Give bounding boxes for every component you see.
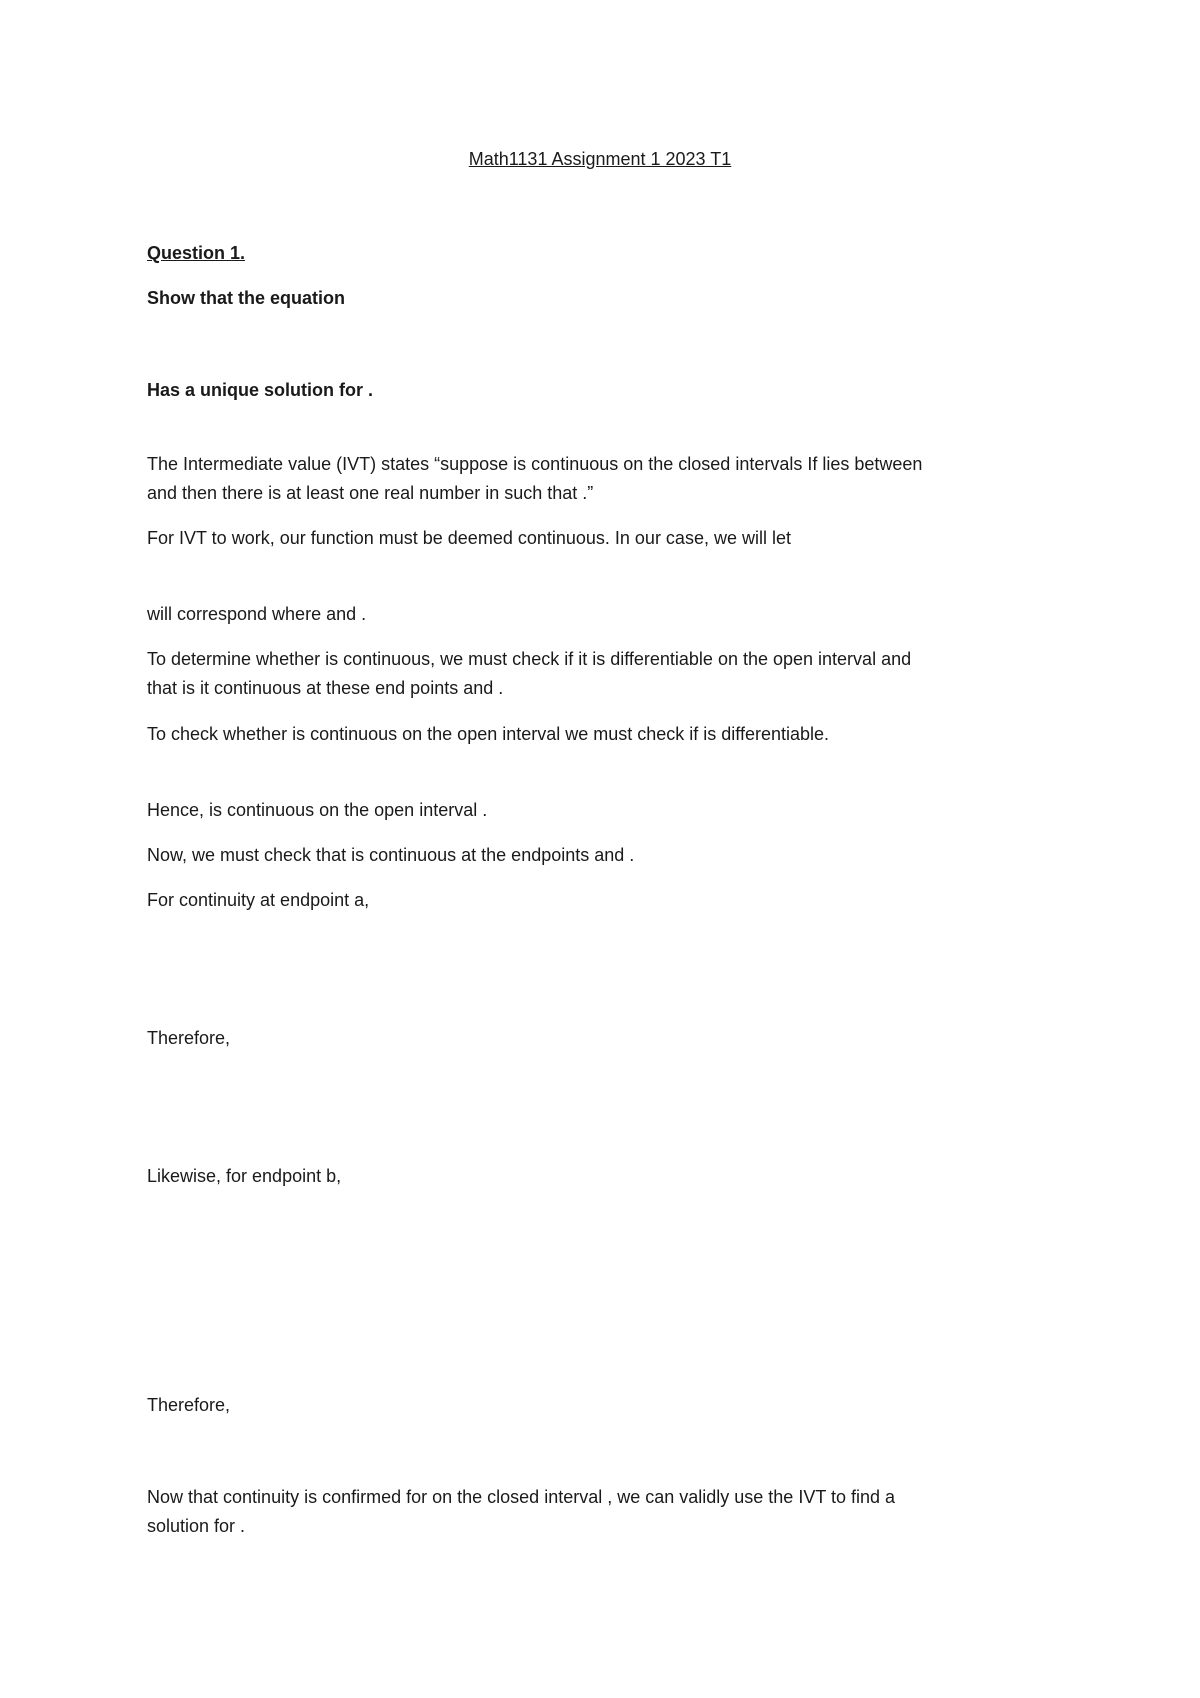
prompt-line-1: Show that the equation <box>147 288 345 308</box>
paragraph-line: solution for . <box>147 1516 246 1536</box>
paragraph-line: Now, we must check that is continuous at the endpoints and . <box>147 845 635 865</box>
paragraph-line: To determine whether is continuous, we must check if it is differentiable on the open interval and <box>147 649 912 669</box>
paragraph-line: To check whether is continuous on the open interval we must check if is differentiable. <box>147 724 830 744</box>
paragraph-line: The Intermediate value (IVT) states “suppose is continuous on the closed intervals If lies between <box>147 454 923 474</box>
paragraph-line: will correspond where and . <box>147 604 367 624</box>
question-heading: Question 1. <box>147 243 246 263</box>
paragraph-line: Hence, is continuous on the open interval . <box>147 800 488 820</box>
paragraph-line: Likewise, for endpoint b, <box>147 1166 342 1186</box>
paragraph-line: For continuity at endpoint a, <box>147 890 370 910</box>
paragraph-line: For IVT to work, our function must be deemed continuous. In our case, we will let <box>147 528 791 548</box>
prompt-line-2: Has a unique solution for . <box>147 380 374 400</box>
paragraph-line: that is it continuous at these end points and . <box>147 678 504 698</box>
paragraph-line: Now that continuity is confirmed for on the closed interval , we can validly use the IVT to find a <box>147 1487 896 1507</box>
paragraph-line: Therefore, <box>147 1395 231 1415</box>
paragraph-line: and then there is at least one real number in such that .” <box>147 483 594 503</box>
paragraph-line: Therefore, <box>147 1028 231 1048</box>
document-title: Math1131 Assignment 1 2023 T1 <box>468 149 732 169</box>
